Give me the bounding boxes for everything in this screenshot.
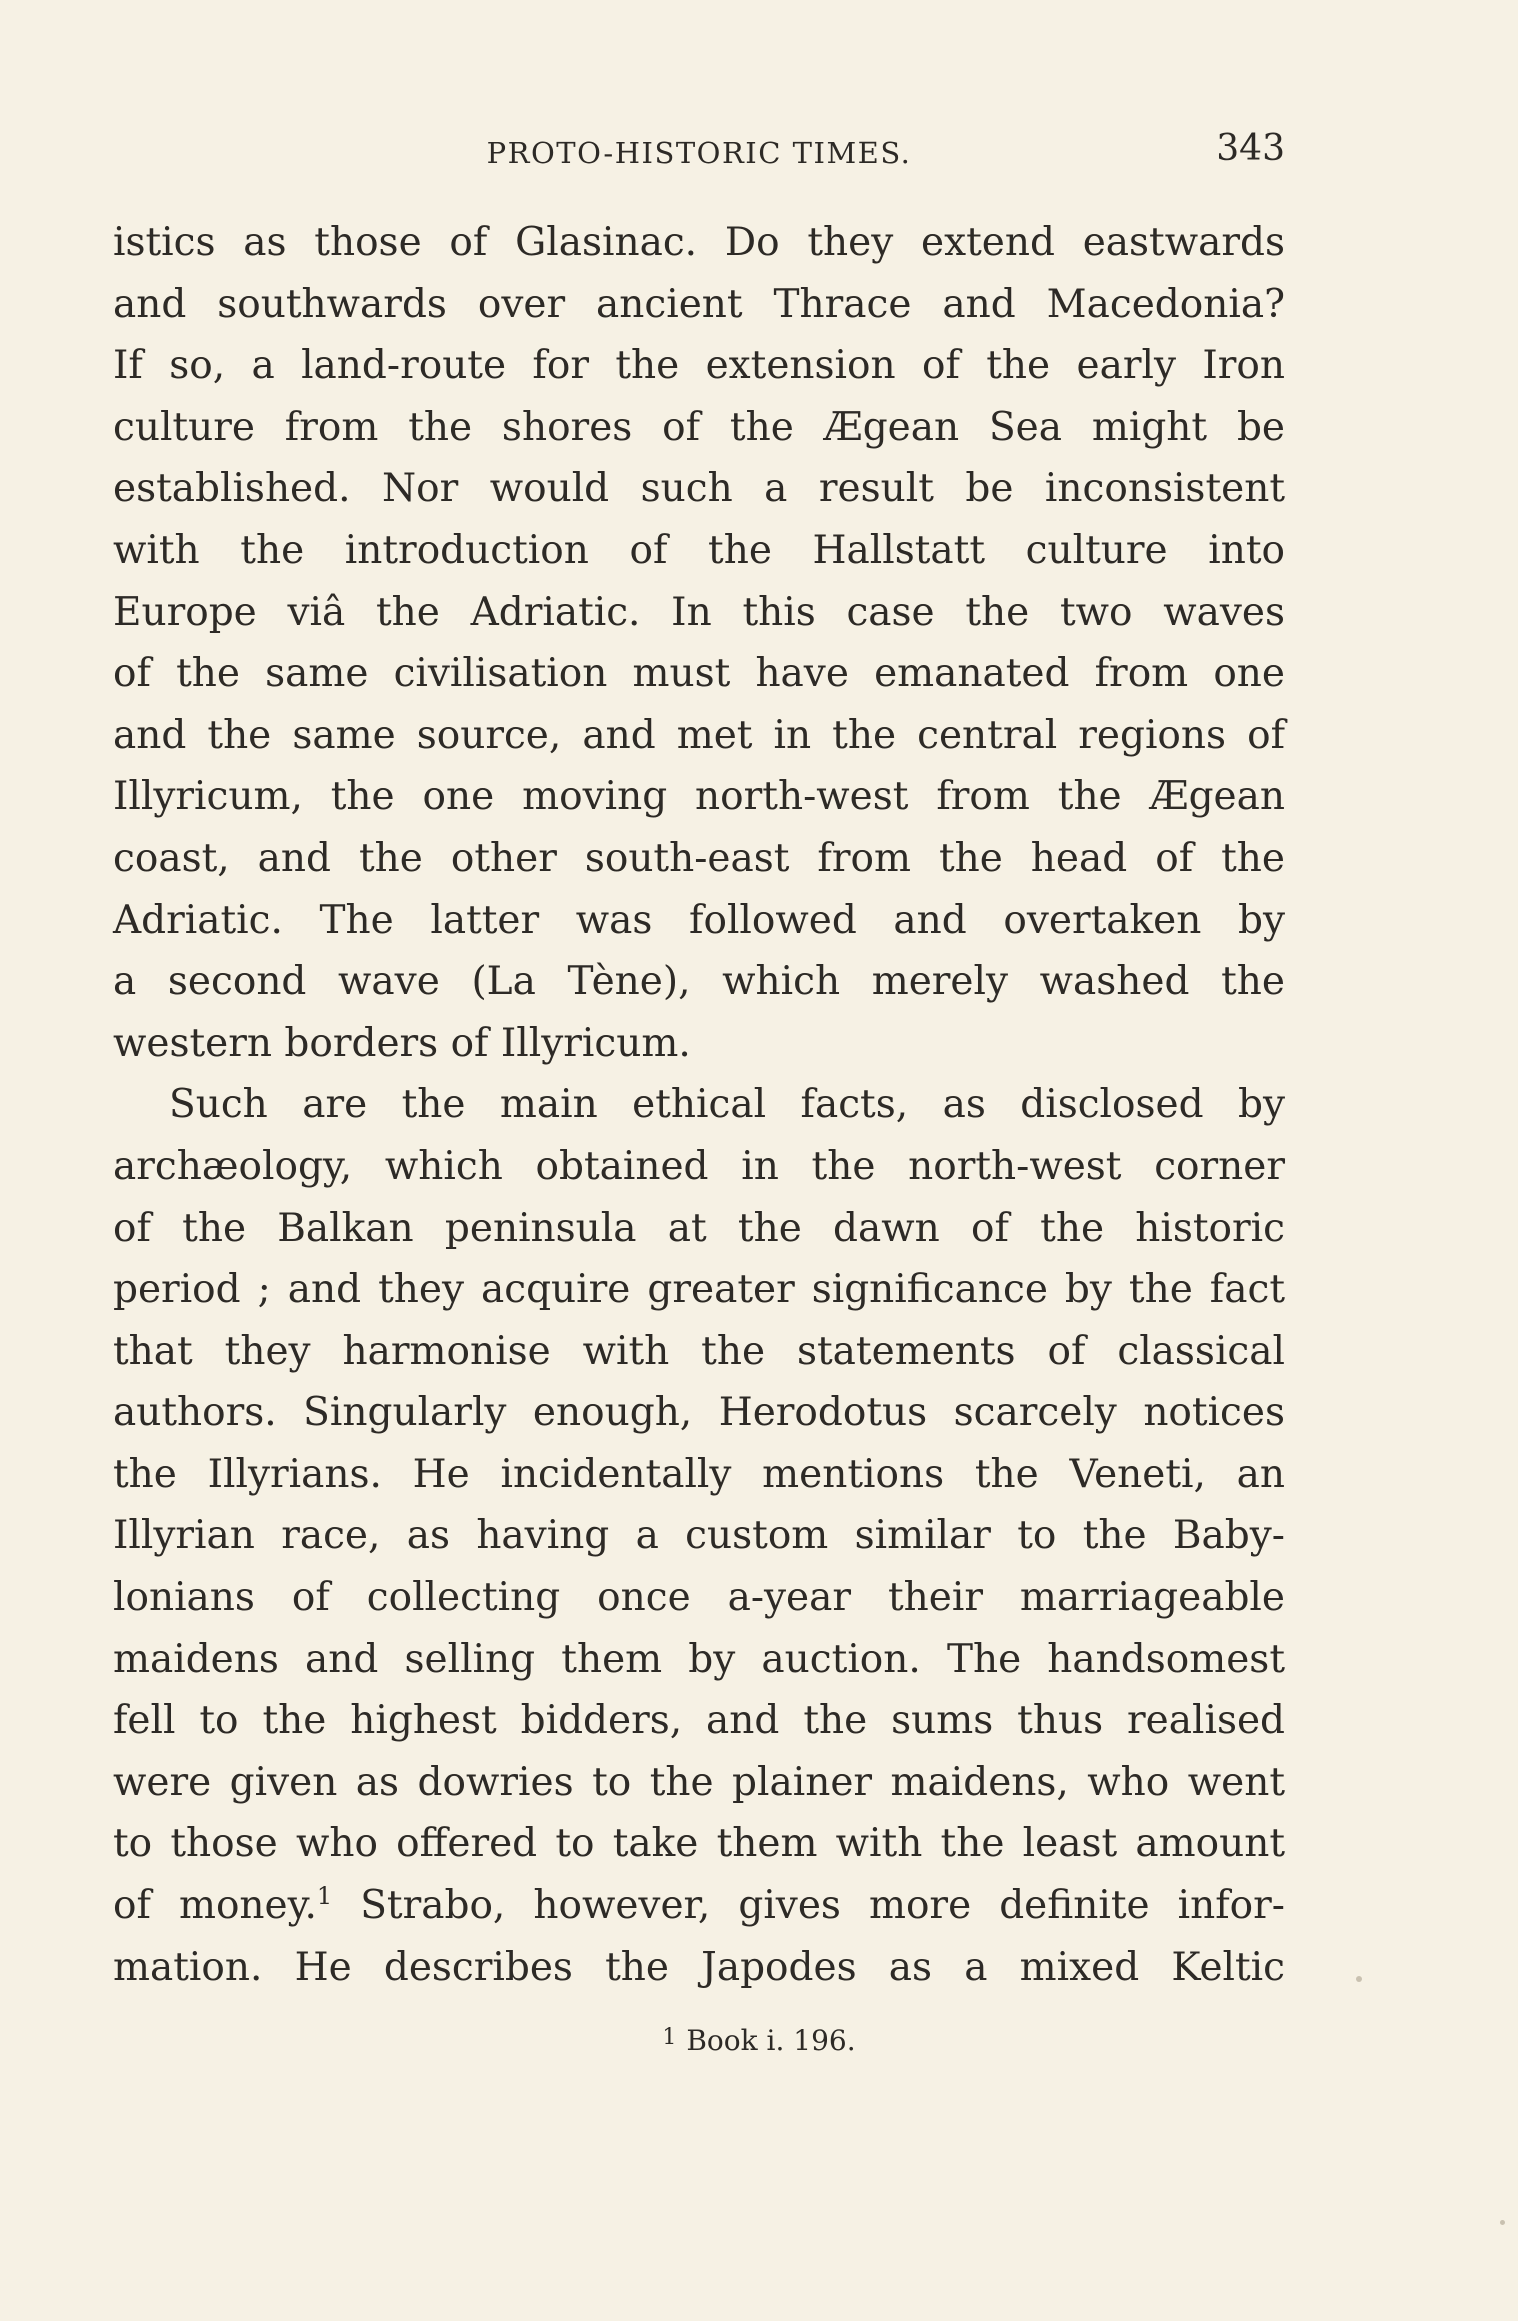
text-line-paragraph-start: Such are the main ethical facts, as disclosed by bbox=[169, 1082, 1285, 1128]
text-line: archæology, which obtained in the north-west corner bbox=[113, 1143, 1285, 1189]
text-line: coast, and the other south-east from the head of the bbox=[113, 835, 1285, 881]
text-line: to those who offered to take them with the least amount bbox=[113, 1821, 1285, 1867]
text-line-paragraph-end: western borders of Illyricum. bbox=[113, 1020, 691, 1066]
text-line: of the same civilisation must have emanated from one bbox=[113, 651, 1285, 697]
text-line: fell to the highest bidders, and the sums thus realised bbox=[113, 1698, 1285, 1744]
paper-speck bbox=[1500, 2220, 1505, 2225]
text-line: that they harmonise with the statements of classical bbox=[113, 1328, 1285, 1374]
text-line: established. Nor would such a result be inconsistent bbox=[113, 466, 1285, 512]
footnote-marker: 1 bbox=[662, 2025, 677, 2050]
text-line: the Illyrians. He incidentally mentions the Veneti, an bbox=[113, 1451, 1285, 1497]
running-head bbox=[113, 128, 1285, 178]
text-line-with-footnote bbox=[113, 1875, 1285, 1937]
text-line: istics as those of Glasinac. Do they extend eastwards bbox=[113, 220, 1285, 265]
text-line: of the Balkan peninsula at the dawn of the historic bbox=[113, 1205, 1285, 1251]
text-line: culture from the shores of the Ægean Sea might be bbox=[113, 404, 1285, 450]
text-line: Illyrian race, as having a custom similar to the Baby- bbox=[113, 1513, 1285, 1559]
line-end: Strabo, however, gives more definite infor- bbox=[360, 1883, 1285, 1929]
text-line: maidens and selling them by auction. The handsomest bbox=[113, 1636, 1285, 1682]
text-line: with the introduction of the Hallstatt culture into bbox=[113, 527, 1285, 573]
text-line: Illyricum, the one moving north-west from the Ægean bbox=[113, 774, 1285, 820]
text-line: a second wave (La Tène), which merely washed the bbox=[113, 959, 1285, 1005]
text-line: mation. He describes the Japodes as a mixed Keltic bbox=[113, 1944, 1285, 1990]
running-title: PROTO-HISTORIC TIMES. bbox=[486, 136, 912, 170]
body-text bbox=[113, 212, 1285, 1998]
text-line: and the same source, and met in the central regions of bbox=[113, 712, 1285, 758]
text-line: If so, a land-route for the extension of the early Iron bbox=[113, 343, 1285, 389]
text-line: Europe viâ the Adriatic. In this case the two waves bbox=[113, 589, 1285, 635]
line-start: of money. bbox=[113, 1883, 317, 1929]
text-line: and southwards over ancient Thrace and Macedonia? bbox=[113, 281, 1285, 327]
footnote bbox=[0, 2024, 1518, 2057]
text-line: lonians of collecting once a-year their marriageable bbox=[113, 1575, 1285, 1621]
text-line: Adriatic. The latter was followed and overtaken by bbox=[113, 897, 1285, 943]
page-number: 343 bbox=[1216, 128, 1285, 169]
text-line: period ; and they acquire greater significance by the fact bbox=[113, 1267, 1285, 1313]
footnote-reference[interactable]: 1 bbox=[316, 1882, 333, 1911]
text-line: were given as dowries to the plainer maidens, who went bbox=[113, 1759, 1285, 1805]
text-line: authors. Singularly enough, Herodotus scarcely notices bbox=[113, 1390, 1285, 1436]
footnote-text: Book i. 196. bbox=[686, 2024, 856, 2057]
paper-speck bbox=[1356, 1976, 1362, 1982]
